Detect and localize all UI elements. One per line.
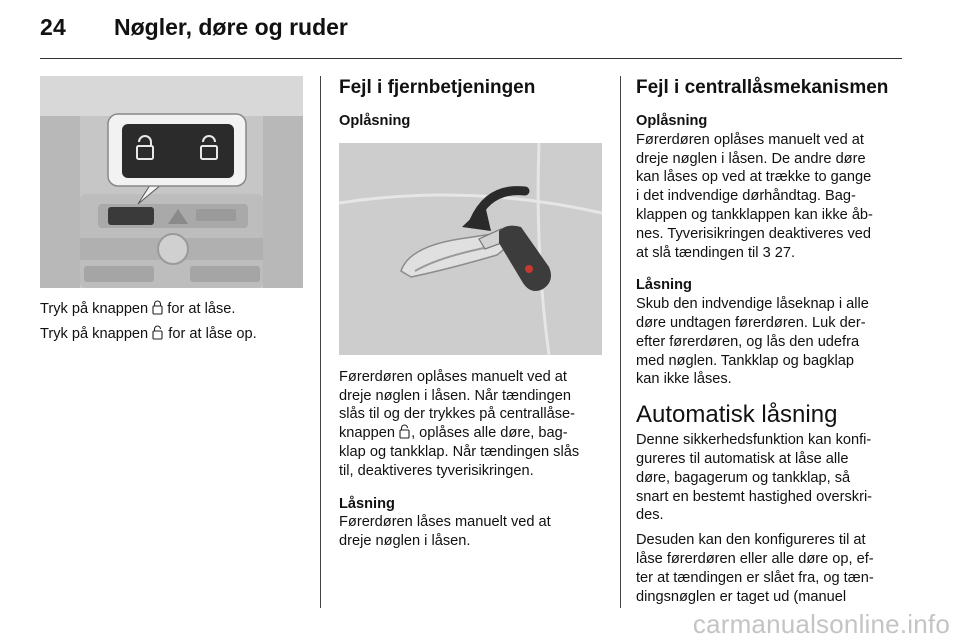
watermark: carmanualsonline.info bbox=[692, 609, 950, 639]
auto-lock-line-3: døre, bagagerum og tankklap, så bbox=[636, 469, 851, 486]
column-divider-2 bbox=[620, 76, 621, 608]
auto-lock-p2-line-2: låse førerdøren eller alle døre op, ef- bbox=[636, 550, 874, 567]
subheading-locking: Låsning bbox=[636, 277, 692, 294]
page-number: 24 bbox=[40, 14, 66, 40]
unlock-instruction bbox=[40, 325, 304, 344]
auto-lock-p2-line-4: dingsnøglen er taget ud (manuel bbox=[636, 588, 847, 605]
central-unlock-line-2: dreje nøglen i låsen. De andre døre bbox=[636, 150, 866, 167]
unlock-paragraph-line-5: klap og tankklap. Når tændingen slås bbox=[339, 443, 580, 460]
central-unlock-line-7 bbox=[636, 244, 906, 263]
auto-lock-p2-line-3: ter at tændingen er slået fra, og tæn- bbox=[636, 569, 874, 586]
column-right bbox=[636, 76, 906, 606]
lock-instruction bbox=[40, 300, 304, 319]
central-lock-line-2: døre undtagen førerdøren. Luk der- bbox=[636, 314, 866, 331]
central-unlock-line-5: klappen og tankklappen kan ikke åb- bbox=[636, 206, 873, 223]
page-header bbox=[40, 14, 920, 54]
central-unlock-line-3: kan låses op ved at trække to gange bbox=[636, 169, 872, 186]
section-heading-central-lock-fault: Fejl i centrallåsmekanismen bbox=[636, 77, 889, 98]
auto-lock-line-2: gureres til automatisk at låse alle bbox=[636, 450, 849, 467]
unlock-instruction-text-a: Tryk på knappen bbox=[40, 325, 149, 342]
chapter-title: Nøgler, døre og ruder bbox=[114, 14, 348, 40]
cross-reference-page-link[interactable]: 27. bbox=[774, 244, 796, 261]
automatic-locking-paragraph-2 bbox=[636, 531, 906, 606]
cross-reference-arrow-icon: 3 bbox=[762, 244, 771, 261]
central-lock-paragraph bbox=[636, 295, 906, 389]
unlock-paragraph bbox=[339, 368, 607, 481]
section-heading-remote-fault: Fejl i fjernbetjeningen bbox=[339, 77, 536, 98]
unlock-paragraph-line-3: slås til og der trykkes på centrallåse- bbox=[339, 406, 576, 423]
header-rule bbox=[40, 58, 902, 59]
central-unlock-paragraph bbox=[636, 131, 906, 263]
central-lock-line-4: med nøglen. Tankklap og bagklap bbox=[636, 352, 854, 369]
unlock-paragraph-line-2: dreje nøglen i låsen. Når tændingen bbox=[339, 387, 572, 404]
lock-open-icon bbox=[399, 424, 411, 439]
dashboard-lock-buttons-illustration bbox=[40, 76, 303, 288]
lock-paragraph bbox=[339, 513, 607, 551]
lock-paragraph-line-2: dreje nøglen i låsen. bbox=[339, 533, 471, 550]
column-left bbox=[40, 76, 304, 344]
auto-lock-line-1: Denne sikkerhedsfunktion kan konfi- bbox=[636, 432, 872, 449]
lock-paragraph-line-1: Førerdøren låses manuelt ved at bbox=[339, 514, 551, 531]
subheading-unlocking: Oplåsning bbox=[339, 113, 411, 129]
lock-open-icon bbox=[152, 325, 164, 340]
column-divider-1 bbox=[320, 76, 321, 608]
auto-lock-line-5: des. bbox=[636, 507, 664, 524]
heading-automatic-locking: Automatisk låsning bbox=[636, 401, 838, 429]
unlock-paragraph-line-4-a: knappen bbox=[339, 425, 395, 442]
central-unlock-line-4: i det indvendige dørhåndtag. Bag- bbox=[636, 188, 856, 205]
auto-lock-line-4: snart en bestemt hastighed overskri- bbox=[636, 488, 873, 505]
central-unlock-line-1: Førerdøren oplåses manuelt ved at bbox=[636, 131, 864, 148]
unlock-paragraph-line-4-b: , oplåses alle døre, bag- bbox=[411, 425, 568, 442]
column-middle bbox=[339, 76, 607, 551]
auto-lock-p2-line-1: Desuden kan den konfigureres til at bbox=[636, 532, 866, 549]
central-lock-line-5: kan ikke låses. bbox=[636, 371, 732, 388]
central-unlock-line-6: nes. Tyverisikringen deaktiveres ved bbox=[636, 225, 871, 242]
unlock-instruction-text-b: for at låse op. bbox=[168, 325, 257, 342]
central-lock-line-1: Skub den indvendige låseknap i alle bbox=[636, 296, 869, 313]
central-unlock-line-7-text: at slå tændingen til bbox=[636, 244, 759, 261]
lock-closed-icon bbox=[152, 300, 163, 315]
unlock-paragraph-line-1: Førerdøren oplåses manuelt ved at bbox=[339, 368, 567, 385]
automatic-locking-paragraph-1 bbox=[636, 431, 906, 525]
subheading-locking: Låsning bbox=[339, 495, 395, 512]
lock-instruction-text-a: Tryk på knappen bbox=[40, 301, 149, 317]
lock-instruction-text-b: for at låse. bbox=[167, 301, 236, 317]
door-key-illustration bbox=[339, 143, 602, 355]
unlock-paragraph-line-6: til, deaktiveres tyverisikringen. bbox=[339, 462, 534, 479]
subheading-unlocking: Oplåsning bbox=[636, 113, 708, 129]
unlock-paragraph-line-4 bbox=[339, 424, 607, 443]
central-lock-line-3: efter førerdøren, og lås den udefra bbox=[636, 333, 860, 350]
